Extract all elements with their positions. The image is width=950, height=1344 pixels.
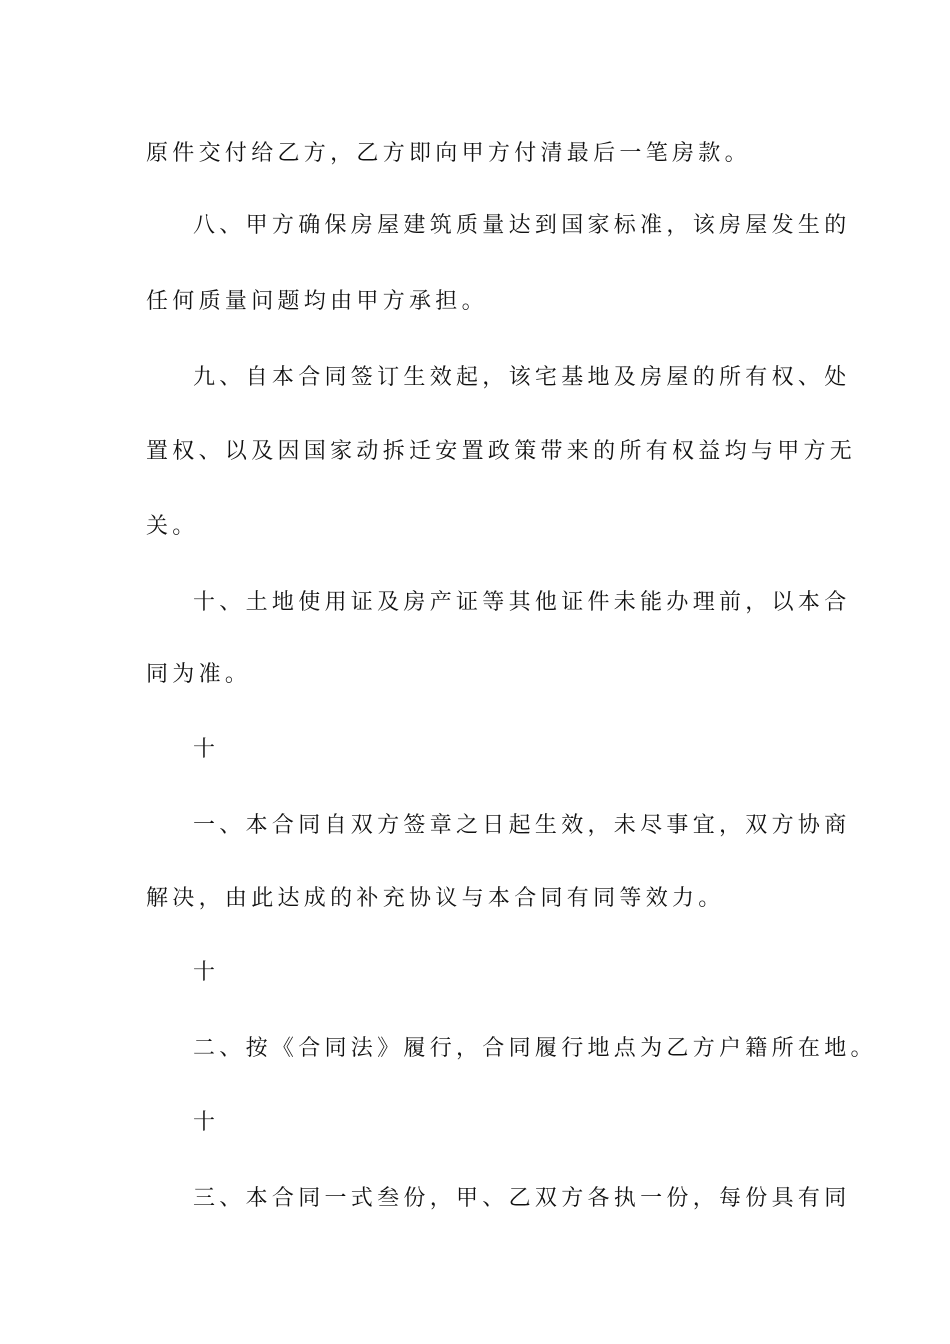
text-line-clause-12: 二、按《合同法》履行，合同履行地点为乙方户籍所在地。 <box>193 1036 877 1061</box>
text-line-clause-10: 十、土地使用证及房产证等其他证件未能办理前，以本合 <box>193 590 851 615</box>
text-line-clause-8: 八、甲方确保房屋建筑质量达到国家标准，该房屋发生的 <box>193 213 851 238</box>
text-line: 同为准。 <box>146 662 252 687</box>
text-line-clause-number: 十 <box>193 737 220 762</box>
text-line-clause-number: 十 <box>193 960 220 985</box>
text-line-clause-13: 三、本合同一式叁份，甲、乙双方各执一份，每份具有同 <box>193 1186 851 1211</box>
text-line: 关。 <box>146 514 199 539</box>
text-line-clause-number: 十 <box>193 1110 220 1135</box>
text-line: 置权、以及因国家动拆迁安置政策带来的所有权益均与甲方无 <box>146 439 857 464</box>
text-line: 解决，由此达成的补充协议与本合同有同等效力。 <box>146 886 725 911</box>
text-line-clause-11: 一、本合同自双方签章之日起生效，未尽事宜，双方协商 <box>193 813 851 838</box>
text-line: 原件交付给乙方，乙方即向甲方付清最后一笔房款。 <box>146 141 751 166</box>
text-line-clause-9: 九、自本合同签订生效起，该宅基地及房屋的所有权、处 <box>193 365 851 390</box>
text-line: 任何质量问题均由甲方承担。 <box>146 289 488 314</box>
